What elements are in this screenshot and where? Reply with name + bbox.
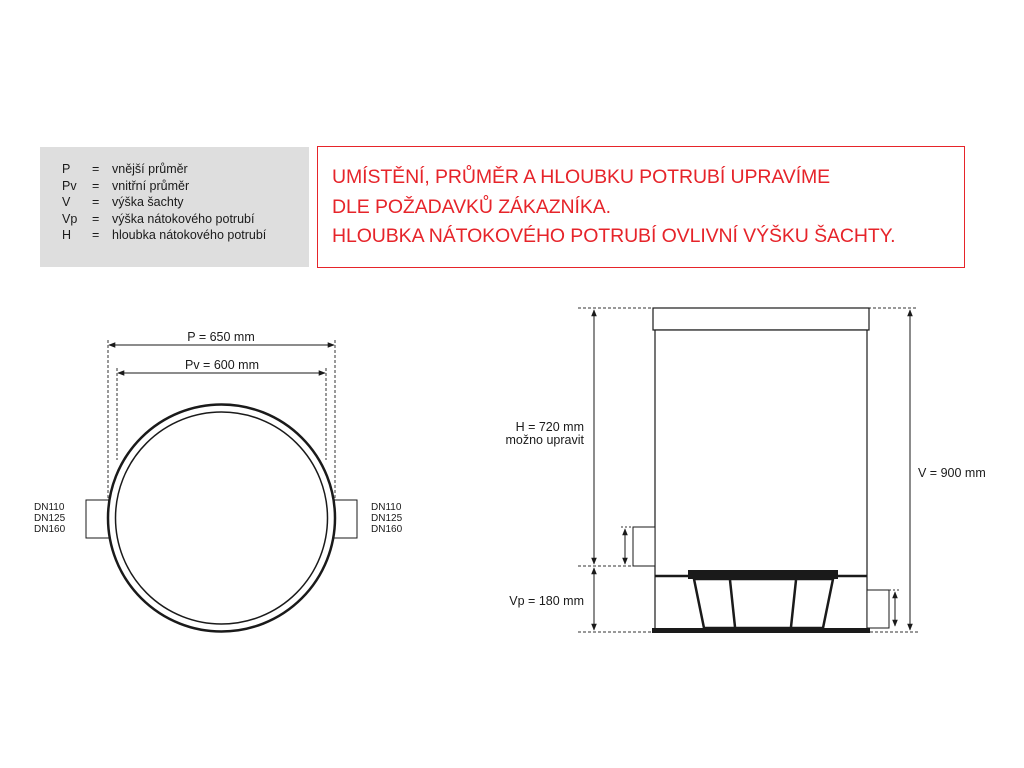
shaft-lid: [653, 308, 869, 330]
depth-label: H = 720 mm: [515, 420, 584, 434]
legend-symbol: P: [62, 162, 71, 176]
legend-text: hloubka nátokového potrubí: [112, 228, 267, 242]
pipe-dn-label: DN160: [371, 524, 403, 535]
legend-text: výška šachty: [112, 195, 184, 209]
legend-text: vnitřní průměr: [112, 178, 190, 193]
outer-diameter-label: P = 650 mm: [187, 330, 255, 344]
legend-symbol: H: [62, 228, 72, 242]
top-view: [34, 330, 403, 632]
pipe-dn-label: DN125: [34, 513, 66, 524]
pipe-dn-label: DN110: [34, 502, 65, 513]
basket-rim: [688, 570, 838, 579]
depth-note: možno upravit: [505, 433, 584, 447]
side-view: [505, 308, 985, 633]
total-height-label: V = 900 mm: [918, 466, 986, 480]
legend-equals: =: [92, 211, 100, 226]
base-plate: [652, 628, 870, 633]
note-line: UMÍSTĚNÍ, PRŮMĚR A HLOUBKU POTRUBÍ UPRAVÍME: [332, 166, 831, 188]
inner-diameter-label: Pv = 600 mm: [185, 358, 259, 372]
pipe-dn-label: DN125: [371, 513, 403, 524]
right-pipe-stub: [333, 500, 357, 538]
pipe-dn-label: DN160: [34, 524, 66, 535]
legend-equals: =: [92, 178, 100, 193]
outer-ring: [108, 405, 335, 632]
legend-symbol: Vp: [62, 211, 78, 226]
legend-equals: =: [92, 195, 100, 209]
pipe-height-label: Vp = 180 mm: [509, 594, 584, 608]
legend-symbol: Pv: [62, 178, 77, 193]
inlet-pipe: [633, 527, 655, 566]
legend-symbol: V: [62, 195, 71, 209]
legend-text: výška nátokového potrubí: [112, 211, 255, 226]
legend-equals: =: [92, 228, 100, 242]
filter-basket: [694, 579, 833, 628]
note-line: DLE POŽADAVKŮ ZÁKAZNÍKA.: [332, 195, 611, 218]
note-line: HLOUBKA NÁTOKOVÉHO POTRUBÍ OVLIVNÍ VÝŠKU ŠACHTY.: [332, 225, 896, 247]
pipe-dn-label: DN110: [371, 502, 402, 513]
outlet-pipe: [867, 590, 889, 628]
left-pipe-stub: [86, 500, 110, 538]
legend-equals: =: [92, 162, 100, 176]
legend-text: vnější průměr: [112, 162, 188, 176]
